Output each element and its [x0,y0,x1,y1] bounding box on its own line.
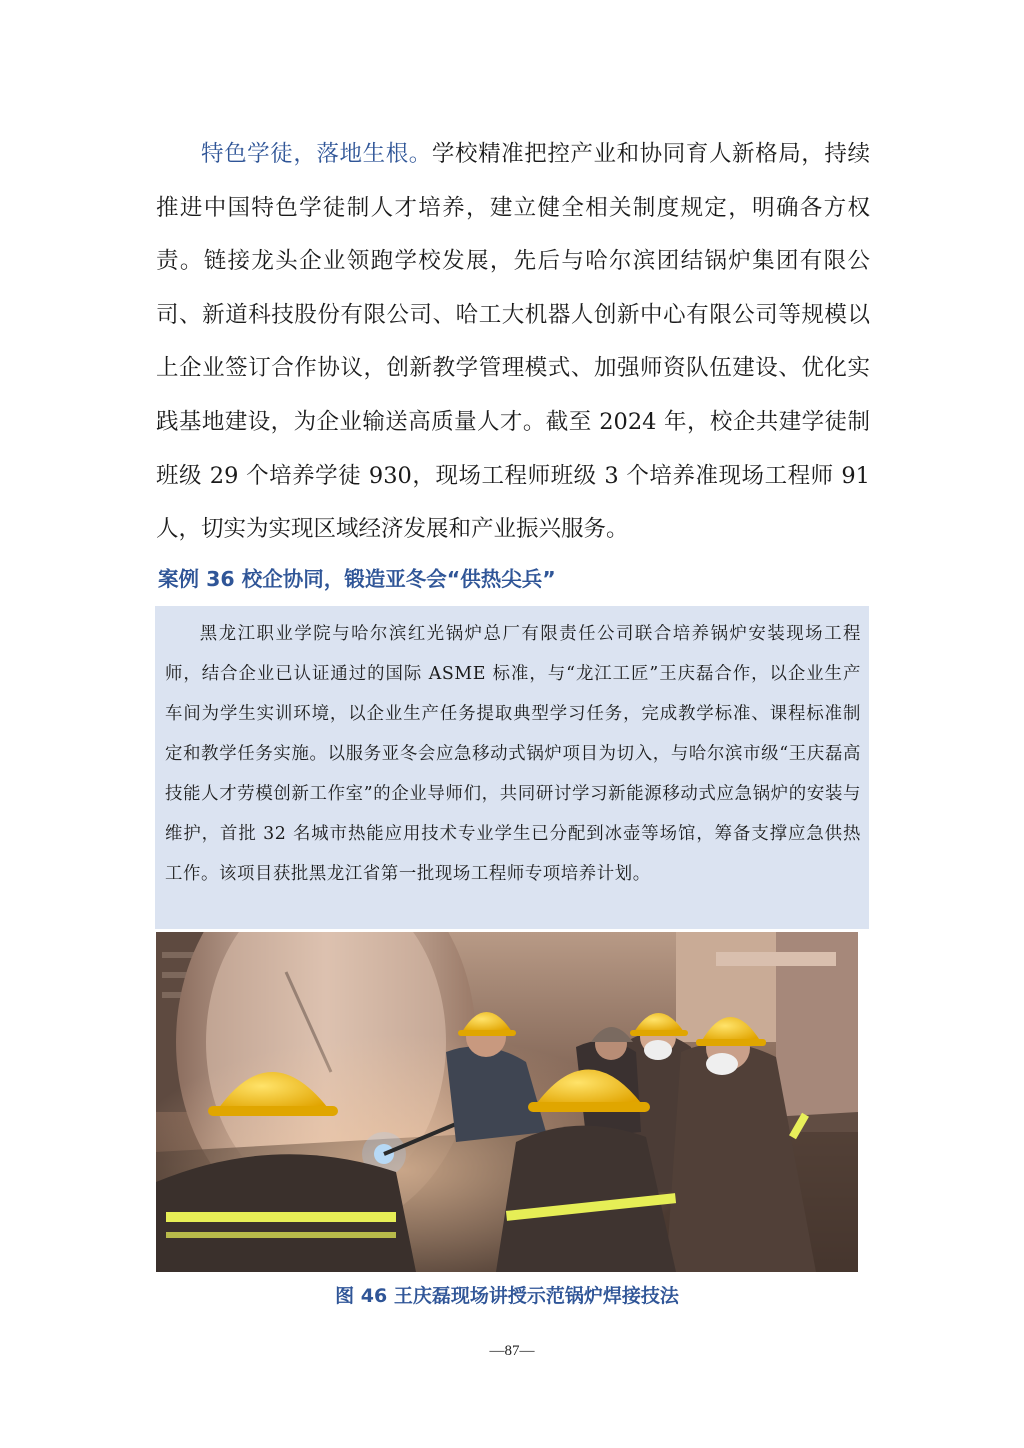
welding-photo [156,932,858,1272]
intro-paragraph [156,128,870,557]
case-title: 案例 36 校企协同，锻造亚冬会“供热尖兵” [158,567,556,591]
figure-caption: 图 46 王庆磊现场讲授示范锅炉焊接技法 [335,1285,679,1307]
intro-body: 学校精准把控产业和协同育人新格局，持续推进中国特色学徒制人才培养，建立健全相关制度规定，明确各方权责。链接龙头企业领跑学校发展，先后与哈尔滨团结锅炉集团有限公司、新道科技股份有限公司、哈工大机器人创新中心有限公司等规模以上企业签订合作协议，创新教学管理模式、加强师资队伍建设、优化实践基地建设，为企业输送高质量人才。截至 2024 年，校企共建学徒制班级 29 个培养学徒 930，现场工程师班级 3 个培养准现场工程师 91 人，切实为实现区域经济发展和产业振兴服务。 [156,141,870,543]
welding-photo-illustration [156,932,858,1272]
case-box [155,606,869,929]
case-text: 黑龙江职业学院与哈尔滨红光锅炉总厂有限责任公司联合培养锅炉安装现场工程师，结合企业已认证通过的国际 ASME 标准，与“龙江工匠”王庆磊合作，以企业生产车间为学生实训环境，以企业生产任务提取典型学习任务，完成教学标准、课程标准制定和教学任务实施。以服务亚冬会应急移动式锅炉项目为切入，与哈尔滨市级“王庆磊高技能人才劳模创新工作室”的企业导师们，共同研讨学习新能源移动式应急锅炉的安装与维护，首批 32 名城市热能应用技术专业学生已分配到冰壶等场馆，筹备支撑应急供热工作。该项目获批黑龙江省第一批现场工程师专项培养计划。 [165,624,861,884]
intro-lead: 特色学徒，落地生根。 [201,141,432,167]
page-number: —87— [489,1343,535,1359]
